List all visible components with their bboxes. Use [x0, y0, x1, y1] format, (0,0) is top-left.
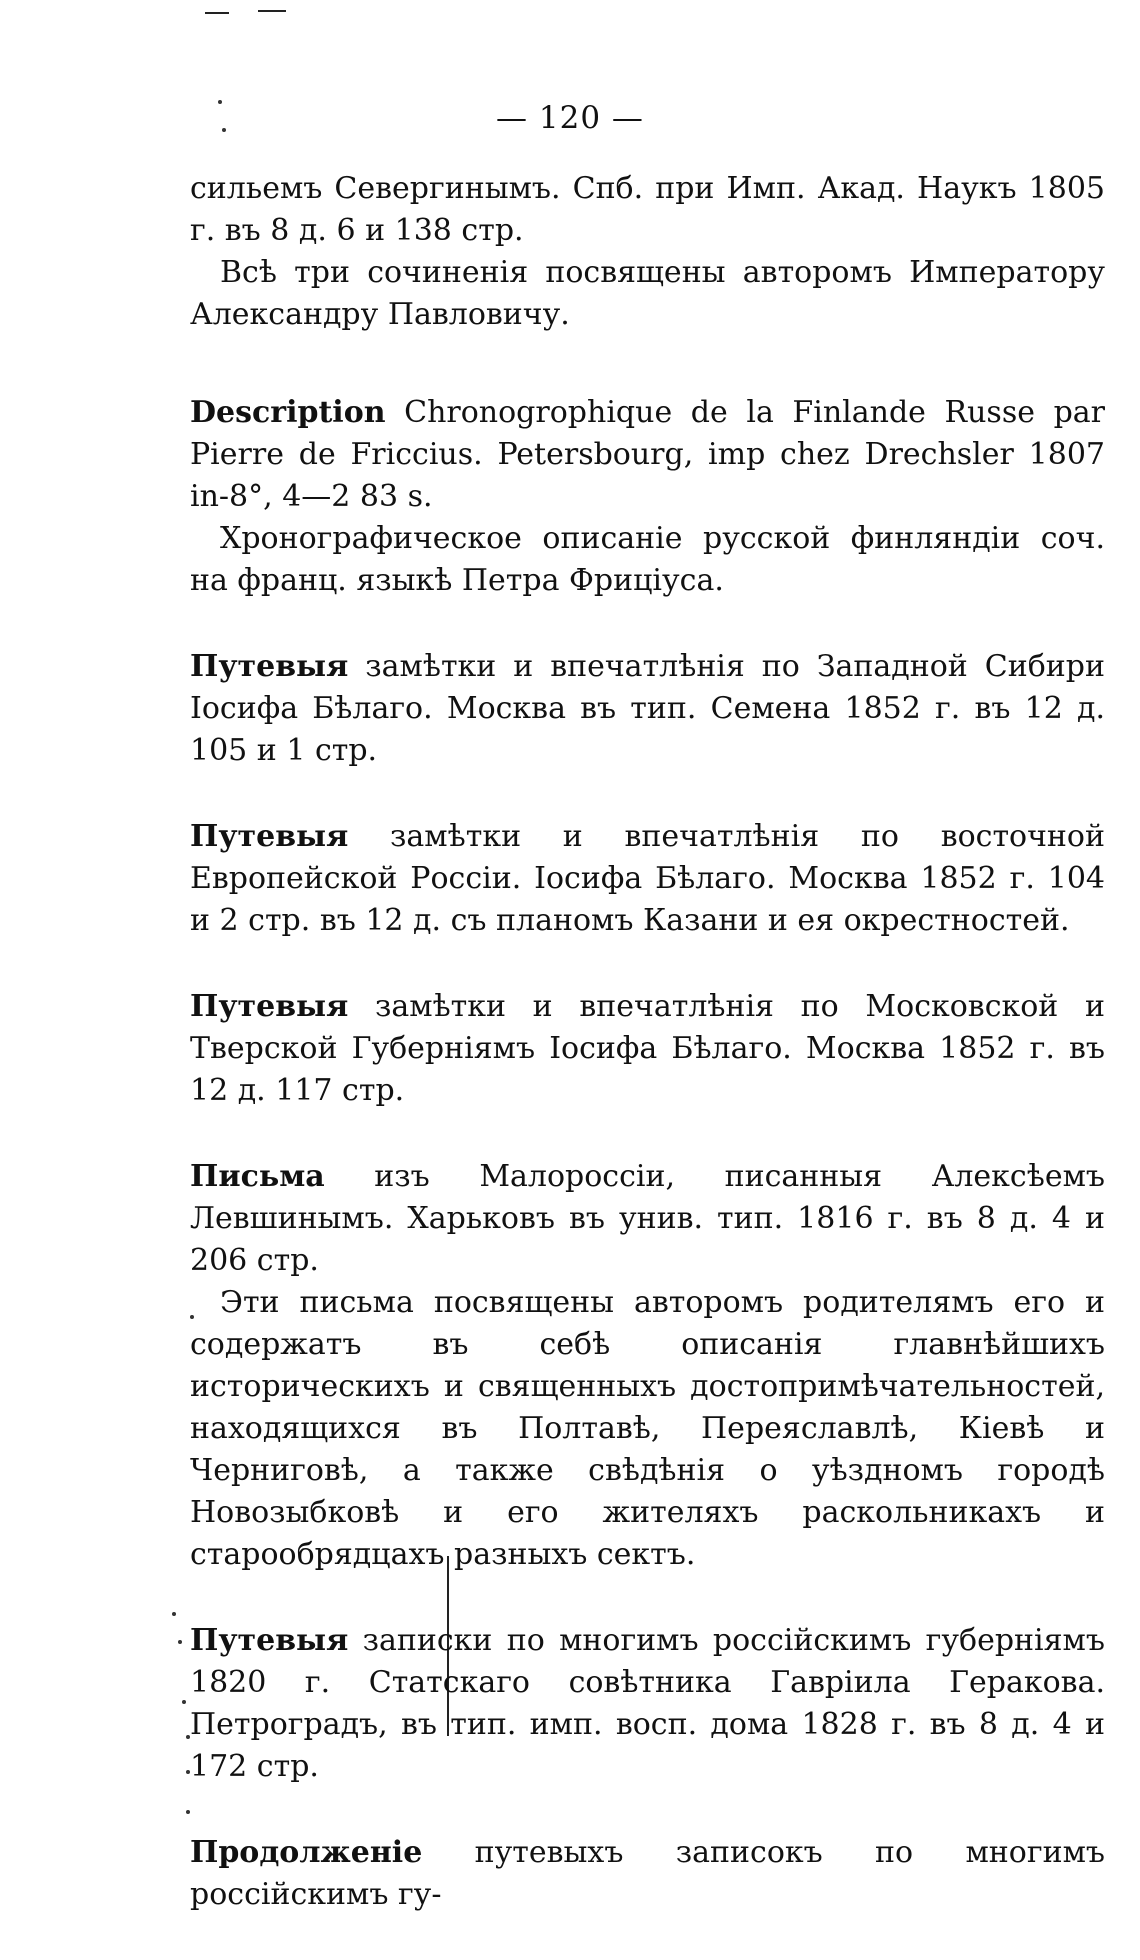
- entry-text: Chronogrophique de la Finlande Russe par Pierre de Friccius. Petersbourg, imp chez Drechsler 1807 in-8°, 4—2 83 s.: [190, 395, 1105, 514]
- scan-dot: [182, 1700, 186, 1704]
- entry-lead: Путевыя: [190, 649, 349, 684]
- entry-3: [190, 646, 1105, 772]
- entry-lead: Путевыя: [190, 819, 349, 854]
- entry-lead: Продолженіе: [190, 1835, 423, 1870]
- entry-7: [190, 1620, 1105, 1788]
- entry-1: [190, 168, 1105, 336]
- entry-text: замѣтки и впечатлѣнія по восточной Европейской Россіи. Іосифа Бѣлаго. Москва 1852 г. 104 и 2 стр. въ 12 д. съ планомъ Казани и ея окрестностей.: [190, 819, 1105, 938]
- entry-text: путевыхъ записокъ по многимъ россійскимъ гу-: [190, 1835, 1105, 1912]
- entry-4: [190, 816, 1105, 942]
- scan-mark-top-left: [205, 12, 229, 14]
- entry-lead: Путевыя: [190, 1623, 349, 1658]
- page-number: — 120 —: [496, 100, 644, 136]
- bibliography-entries: [190, 168, 1105, 1960]
- entry-note: Хронографическое описаніе русской финляндіи соч. на франц. языкѣ Петра Фриціуса.: [190, 521, 1105, 598]
- entry-lead: Письма: [190, 1159, 325, 1194]
- scan-dot: [172, 1612, 176, 1616]
- scan-dot: [178, 1640, 182, 1644]
- entry-8: [190, 1832, 1105, 1916]
- entry-2: [190, 392, 1105, 602]
- entry-5: [190, 986, 1105, 1112]
- entry-text: замѣтки и впечатлѣнія по Западной Сибири Іосифа Бѣлаго. Москва въ тип. Семена 1852 г. въ 12 д. 105 и 1 стр.: [190, 649, 1105, 768]
- entry-text: изъ Малороссіи, писанныя Алексѣемъ Левшинымъ. Харьковъ въ унив. тип. 1816 г. въ 8 д. 4 и 206 стр.: [190, 1159, 1105, 1278]
- entry-note: Всѣ три сочиненія посвящены авторомъ Императору Александру Павловичу.: [190, 255, 1105, 332]
- entry-lead: Description: [190, 395, 386, 430]
- scan-mark-top: [258, 10, 286, 12]
- entry-text: записки по многимъ россійскимъ губерніямъ 1820 г. Статскаго совѣтника Гавріила Геракова. Петроградъ, въ тип. имп. восп. дома 1828 г. въ 8 д. 4 и 172 стр.: [190, 1623, 1105, 1784]
- entry-text: замѣтки и впечатлѣнія по Московской и Тверской Губерніямъ Іосифа Бѣлаго. Москва 1852 г. въ 12 д. 117 стр.: [190, 989, 1105, 1108]
- entry-text: сильемъ Севергинымъ. Спб. при Имп. Акад. Наукъ 1805 г. въ 8 д. 6 и 138 стр.: [190, 171, 1105, 248]
- entry-lead: Путевыя: [190, 989, 349, 1024]
- entry-note: Эти письма посвящены авторомъ родителямъ его и содержатъ въ себѣ описанія главнѣйшихъ историческихъ и священныхъ достопримѣчательностей, находящихся въ Полтавѣ, Переяславлѣ, Кіевѣ и Черниговѣ, а также свѣдѣнія о уѣздномъ городѣ Новозыбковѣ и его жителяхъ раскольникахъ и старообрядцахъ разныхъ сектъ.: [190, 1285, 1105, 1572]
- entry-6: [190, 1156, 1105, 1576]
